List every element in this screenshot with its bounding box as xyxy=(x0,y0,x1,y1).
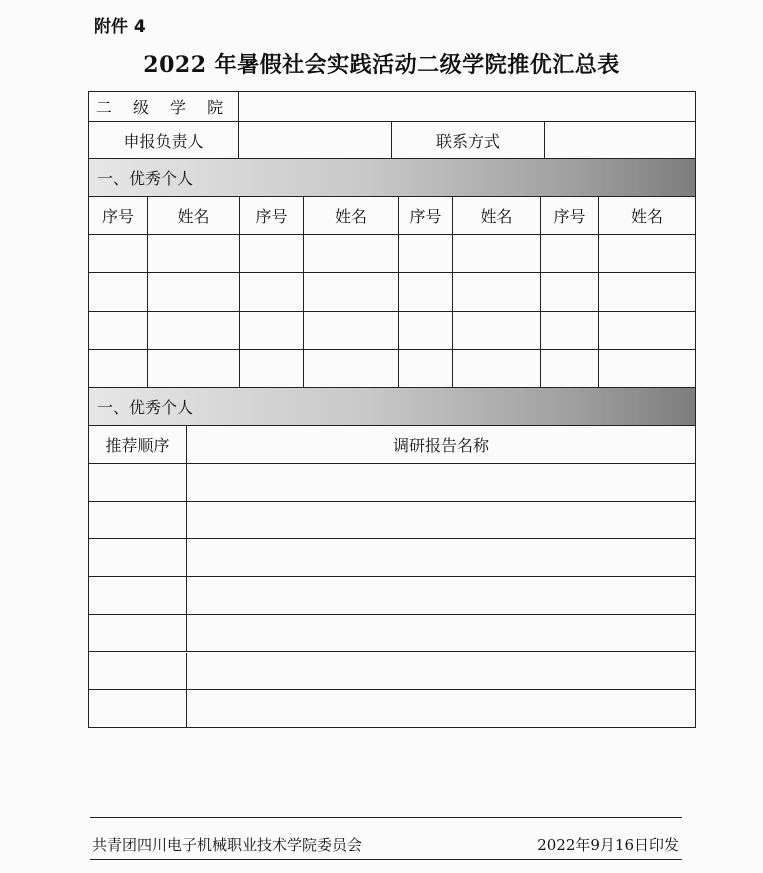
section1-header-band xyxy=(89,159,695,197)
name-cell[interactable] xyxy=(304,350,399,387)
seq-cell[interactable] xyxy=(399,273,453,310)
column-header-seq: 序号 xyxy=(399,197,453,234)
name-cell[interactable] xyxy=(148,312,240,349)
order-cell[interactable] xyxy=(89,690,187,728)
name-cell[interactable] xyxy=(599,273,695,310)
attachment-label: 附件 4 xyxy=(94,17,146,37)
reporter-label: 申报负责人 xyxy=(89,122,239,158)
name-cell[interactable] xyxy=(599,312,695,349)
order-cell[interactable] xyxy=(89,502,187,539)
individual-row xyxy=(89,235,695,273)
name-cell[interactable] xyxy=(453,235,541,272)
name-cell[interactable] xyxy=(148,350,240,387)
individual-row xyxy=(89,350,695,388)
summary-form-table xyxy=(88,91,696,728)
seq-cell[interactable] xyxy=(399,312,453,349)
seq-cell[interactable] xyxy=(240,350,304,387)
individual-row xyxy=(89,273,695,311)
contact-label: 联系方式 xyxy=(392,122,545,158)
footer-issuer: 共青团四川电子机械职业技术学院委员会 xyxy=(92,836,363,854)
reporter-row xyxy=(89,122,695,159)
report-title-cell[interactable] xyxy=(187,577,695,614)
report-row xyxy=(89,615,695,653)
seq-cell[interactable] xyxy=(240,235,304,272)
name-cell[interactable] xyxy=(304,312,399,349)
seq-cell[interactable] xyxy=(89,273,148,310)
college-label: 二 级 学 院 xyxy=(89,92,239,121)
report-row xyxy=(89,653,695,691)
seq-cell[interactable] xyxy=(541,235,599,272)
column-header-name: 姓名 xyxy=(453,197,541,234)
name-cell[interactable] xyxy=(453,273,541,310)
seq-cell[interactable] xyxy=(541,273,599,310)
order-cell[interactable] xyxy=(89,577,187,614)
report-row xyxy=(89,502,695,540)
contact-value-cell[interactable] xyxy=(545,122,695,158)
name-cell[interactable] xyxy=(148,273,240,310)
report-header-row xyxy=(89,426,695,464)
report-title-cell[interactable] xyxy=(187,615,695,652)
report-row xyxy=(89,577,695,615)
column-header-order: 推荐顺序 xyxy=(89,426,187,463)
name-cell[interactable] xyxy=(599,235,695,272)
order-cell[interactable] xyxy=(89,653,187,690)
seq-cell[interactable] xyxy=(399,350,453,387)
footer-date: 2022年9月16日印发 xyxy=(537,836,679,854)
seq-cell[interactable] xyxy=(89,235,148,272)
name-cell[interactable] xyxy=(453,312,541,349)
seq-cell[interactable] xyxy=(240,312,304,349)
column-header-seq: 序号 xyxy=(541,197,599,234)
individual-row xyxy=(89,312,695,350)
report-row xyxy=(89,690,695,728)
report-title-cell[interactable] xyxy=(187,690,695,728)
column-header-name: 姓名 xyxy=(148,197,240,234)
footer-top-rule xyxy=(90,817,682,818)
individual-header-row xyxy=(89,197,695,235)
column-header-seq: 序号 xyxy=(240,197,304,234)
name-cell[interactable] xyxy=(304,235,399,272)
seq-cell[interactable] xyxy=(240,273,304,310)
name-cell[interactable] xyxy=(304,273,399,310)
seq-cell[interactable] xyxy=(89,312,148,349)
report-title-cell[interactable] xyxy=(187,502,695,539)
name-cell[interactable] xyxy=(453,350,541,387)
seq-cell[interactable] xyxy=(541,312,599,349)
column-header-report-title: 调研报告名称 xyxy=(392,436,489,455)
page-title: 2022 年暑假社会实践活动二级学院推优汇总表 xyxy=(143,52,620,78)
college-row xyxy=(89,92,695,122)
section2-title: 一、优秀个人 xyxy=(97,398,194,417)
order-cell[interactable] xyxy=(89,615,187,652)
report-title-cell[interactable] xyxy=(187,539,695,576)
section1-title: 一、优秀个人 xyxy=(97,169,194,188)
name-cell[interactable] xyxy=(599,350,695,387)
column-header-name: 姓名 xyxy=(304,197,399,234)
order-cell[interactable] xyxy=(89,464,187,501)
college-value-cell[interactable] xyxy=(239,92,695,121)
reporter-value-cell[interactable] xyxy=(239,122,392,158)
section2-header-band xyxy=(89,388,695,426)
report-title-cell[interactable] xyxy=(187,464,695,501)
seq-cell[interactable] xyxy=(89,350,148,387)
column-header-seq: 序号 xyxy=(89,197,148,234)
column-header-name: 姓名 xyxy=(630,207,663,226)
name-cell[interactable] xyxy=(148,235,240,272)
footer-bottom-rule xyxy=(90,859,682,860)
seq-cell[interactable] xyxy=(541,350,599,387)
seq-cell[interactable] xyxy=(399,235,453,272)
order-cell[interactable] xyxy=(89,539,187,576)
report-title-cell[interactable] xyxy=(187,653,695,690)
report-row xyxy=(89,464,695,502)
report-row xyxy=(89,539,695,577)
